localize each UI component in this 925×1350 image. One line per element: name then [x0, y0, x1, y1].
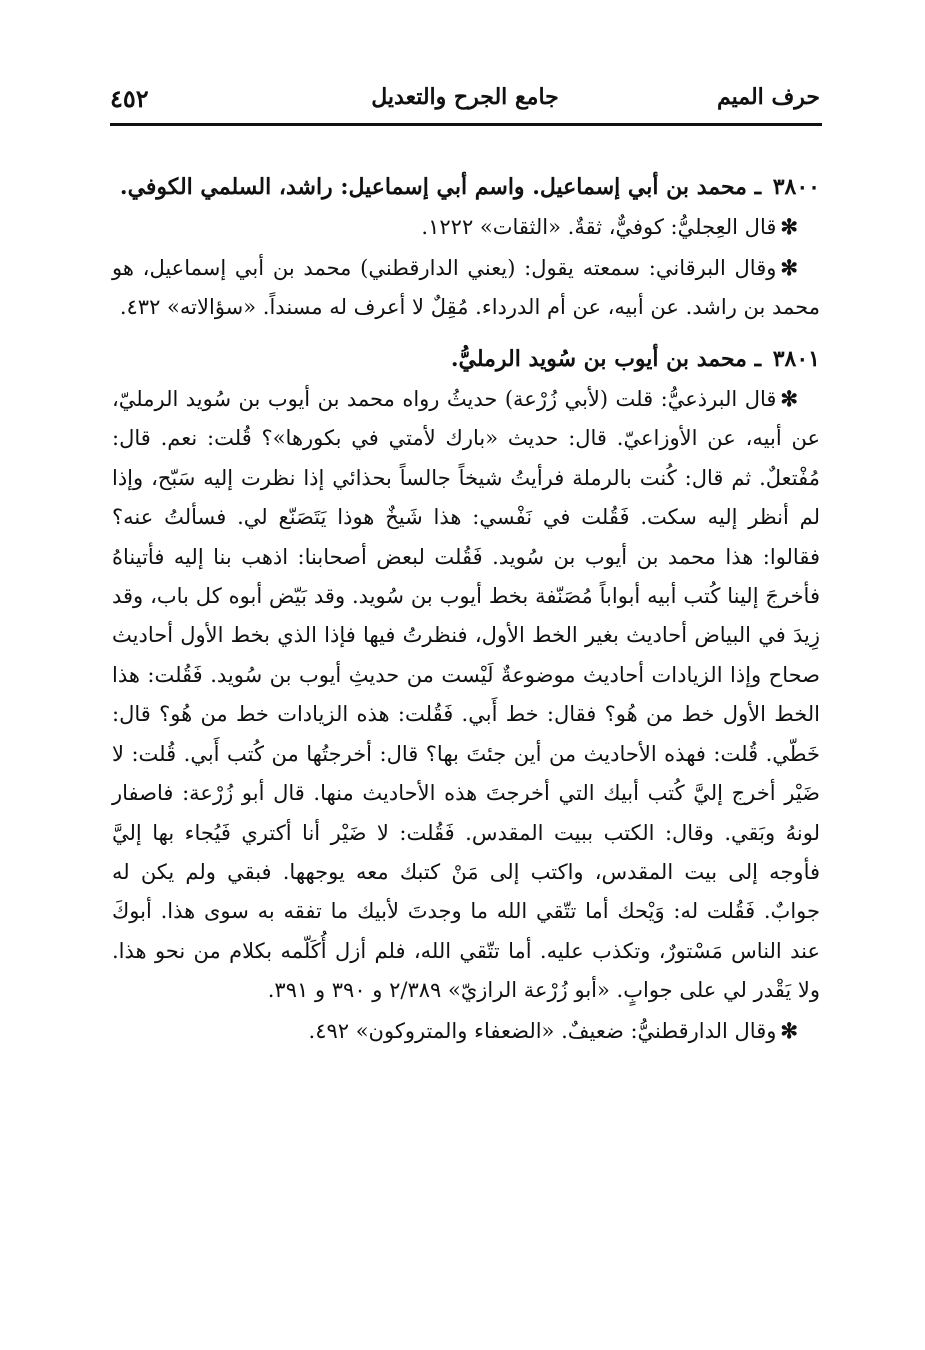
entry-3801 [112, 340, 820, 1051]
bullet-star-icon: ✻ [780, 386, 798, 412]
bullet-star-icon: ✻ [780, 254, 798, 280]
entry-gap [112, 328, 820, 340]
entry-paragraph [112, 248, 820, 328]
bullet-star-icon: ✻ [780, 214, 798, 240]
paragraph-text: وقال البرقاني: سمعته يقول: (يعني الدارقطني) محمد بن أبي إسماعيل، هو محمد بن راشد. عن أبيه، عن أم الدرداء. مُقِلٌ لا أعرف له مسنداً. «سؤالاته» ٤٣٢. [112, 255, 820, 320]
entry-heading [112, 340, 820, 379]
book-title: جامع الجرح والتعديل [371, 84, 559, 110]
paragraph-text: وقال الدارقطنيُّ: ضعيفٌ. «الضعفاء والمتروكون» ٤٩٢. [308, 1018, 777, 1043]
bullet-star-icon: ✻ [780, 1017, 798, 1043]
paragraph-text: قال العِجليُّ: كوفيٌّ، ثقةٌ. «الثقات» ١٢٢٢. [421, 215, 777, 240]
entry-paragraph [112, 207, 820, 247]
entry-3800 [112, 168, 820, 328]
page-number: ٤٥٢ [110, 84, 149, 113]
running-header [110, 84, 820, 118]
entry-number: ٣٨٠١ [772, 345, 820, 372]
paragraph-text: قال البرذعيُّ: قلت (لأبي زُرْعة) حديثُ رواه محمد بن أيوب بن سُويد الرمليّ، عن أبيه، عن الأوزاعيّ. قال: حديث «بارك لأمتي في بكورها»؟ قُلت: نعم. قال: مُفْتعلٌ. ثم قال: كُنت بالرملة فرأيتُ شيخاً جالساً بحذائي إذا نظرت إليه سَبّح، وإذا لم أنظر إليه سكت. فَقُلت في نَفْسي: هذا شَيخٌ هوذا يَتَصَنّع لي. فسألتُ عنه؟ فقالوا: هذا محمد بن أيوب بن سُويد. فَقُلت لبعض أصحابنا: اذهب بنا إليه فأتيناهُ فأخرجَ إلينا كُتب أبيه أبواباً مُصَنّفة بخط أيوب بن سُويد. وقد بَيّض أبوه كل باب، وقد زِيدَ في البياض أحاديث بغير الخط الأول، فنظرتُ فيها فإذا الذي بخط الأول أحاديث صحاح وإذا الزيادات أحاديث موضوعةٌ لَيْست من حديثِ أيوب بن سُويد. فَقُلت: هذا الخط الأول خط من هُو؟ فقال: خط أَبي. فَقُلت: هذه الزيادات خط من هُو؟ قال: خَطّي. قُلت: فهذه الأحاديث من أين جئتَ بها؟ قال: أخرجتُها من كُتب أَبي. قُلت: لا ضَيْر أخرج إليَّ كُتب أبيك التي أخرجتَ هذه الأحاديث منها. قال أبو زُرْعة: فاصفار لونهُ وبَقي. وقال: الكتب ببيت المقدس. فَقُلت: لا ضَيْر أنا أكتري فَيُجاء بها إليَّ فأوجه إلى بيت المقدس، واكتب إلى مَنْ كتبك معه يوجهها. فبقي ولم يكن له جوابٌ. فَقُلت له: وَيْحك أما تتّقي الله ما وجدتَ لأبيك ما تفقه به سوى هذا. أبوكَ عند الناس مَسْتورٌ، وتكذب عليه. أما تتّقي الله، فلم أزل أُكَلّمه بكلام من نحو هذا. ولا يَقْدر لي على جوابٍ. «أبو زُرْعة الرازيّ» ٢/٣٨٩ و ٣٩٠ و ٣٩١. [112, 387, 820, 1003]
entry-paragraph [112, 379, 820, 1011]
entry-paragraph [112, 1011, 820, 1051]
entry-title: ـ محمد بن أبي إسماعيل. واسم أبي إسماعيل: راشد، السلمي الكوفي. [119, 174, 762, 200]
entry-number: ٣٨٠٠ [772, 174, 820, 200]
entry-heading [112, 168, 820, 207]
header-rule [110, 123, 822, 126]
page-body [112, 168, 820, 1051]
entry-title: ـ محمد بن أيوب بن سُويد الرمليُّ. [450, 345, 762, 372]
section-title: حرف الميم [716, 84, 820, 110]
